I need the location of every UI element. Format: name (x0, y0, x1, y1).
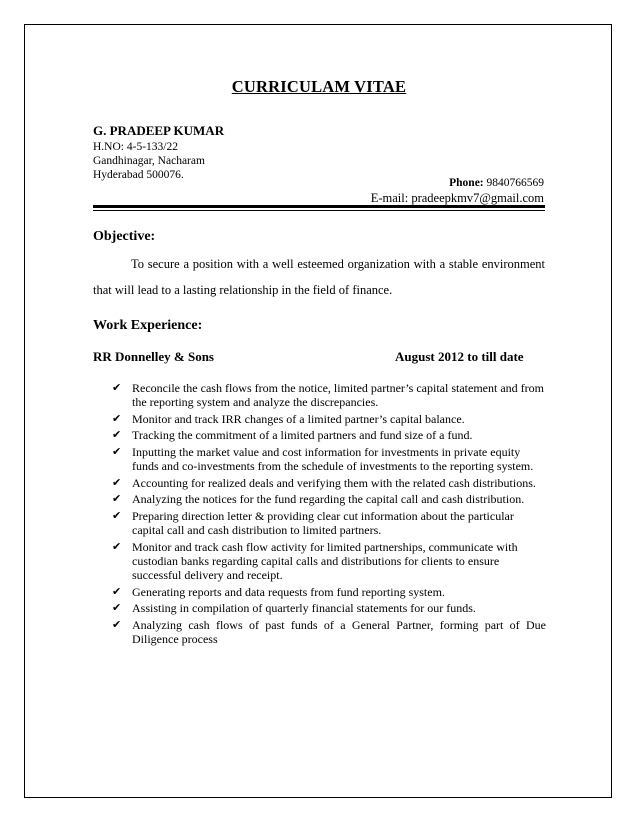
checkmark-icon: ✔ (112, 584, 122, 598)
phone-number: 9840766569 (486, 177, 544, 189)
email-line (371, 191, 544, 206)
phone-label: Phone: (449, 177, 484, 189)
address-line: H.NO: 4-5-133/22 (93, 141, 178, 153)
checkmark-icon: ✔ (112, 617, 122, 631)
list-item: ✔ Monitor and track IRR changes of a limited partner’s capital balance. (112, 411, 465, 426)
duties-list (112, 381, 546, 649)
address-line: Hyderabad 500076. (93, 169, 184, 181)
list-item: ✔ Analyzing the notices for the fund regarding the capital call and cash distribution. (112, 492, 525, 507)
candidate-name: G. PRADEEP KUMAR (93, 123, 225, 138)
checkmark-icon: ✔ (112, 475, 122, 489)
email-label: E-mail: (370, 191, 409, 205)
email-address: pradeepkmv7@gmail.com (411, 191, 544, 205)
list-item: ✔ Reconcile the cash flows from the notice, limited partner’s capital statement and from the reporting system and analyze the discrepancies. (112, 381, 544, 410)
checkmark-icon: ✔ (112, 411, 122, 425)
objective-heading: Objective: (93, 229, 156, 244)
checkmark-icon: ✔ (112, 492, 122, 506)
company-name: RR Donnelley & Sons (93, 349, 214, 364)
checkmark-icon: ✔ (112, 428, 122, 442)
checkmark-icon: ✔ (112, 444, 122, 458)
employment-period: August 2012 to till date (395, 349, 524, 364)
list-item: ✔ Generating reports and data requests from fund reporting system. (112, 584, 445, 599)
work-experience-heading: Work Experience: (93, 318, 203, 333)
objective-text (93, 251, 545, 303)
header-divider-thick (93, 205, 545, 208)
list-item: ✔ Analyzing cash flows of past funds of a General Partner, forming part of Due Diligence process (112, 617, 546, 647)
list-item: ✔ Assisting in compilation of quarterly financial statements for our funds. (112, 601, 476, 616)
objective-body: To secure a position with a well esteemed organization with a stable environment that will lead to a lasting relationship in the field of finance. (93, 257, 545, 297)
checkmark-icon: ✔ (112, 381, 122, 394)
list-item: ✔ Accounting for realized deals and verifying them with the related cash distributions. (112, 475, 536, 490)
header-divider-thin (93, 210, 545, 211)
list-item: ✔ Monitor and track cash flow activity for limited partnerships, communicate with custodian banks regarding capital calls and distributions for clients to ensure successful delivery and receipt. (112, 539, 518, 583)
address-line: Gandhinagar, Nacharam (93, 155, 205, 167)
list-item: ✔ Inputting the market value and cost information for investments in private equity funds and co-investments from the schedule of investments to the reporting system. (112, 444, 534, 474)
checkmark-icon: ✔ (112, 539, 122, 553)
list-item: ✔ Preparing direction letter & providing clear cut information about the particular capital call and cash distribution to limited partners. (112, 508, 514, 538)
list-item: ✔ Tracking the commitment of a limited partners and fund size of a fund. (112, 428, 473, 443)
checkmark-icon: ✔ (112, 601, 122, 615)
phone-line (449, 177, 544, 189)
checkmark-icon: ✔ (112, 508, 122, 522)
document-title: CURRICULAM VITAE (231, 77, 407, 96)
